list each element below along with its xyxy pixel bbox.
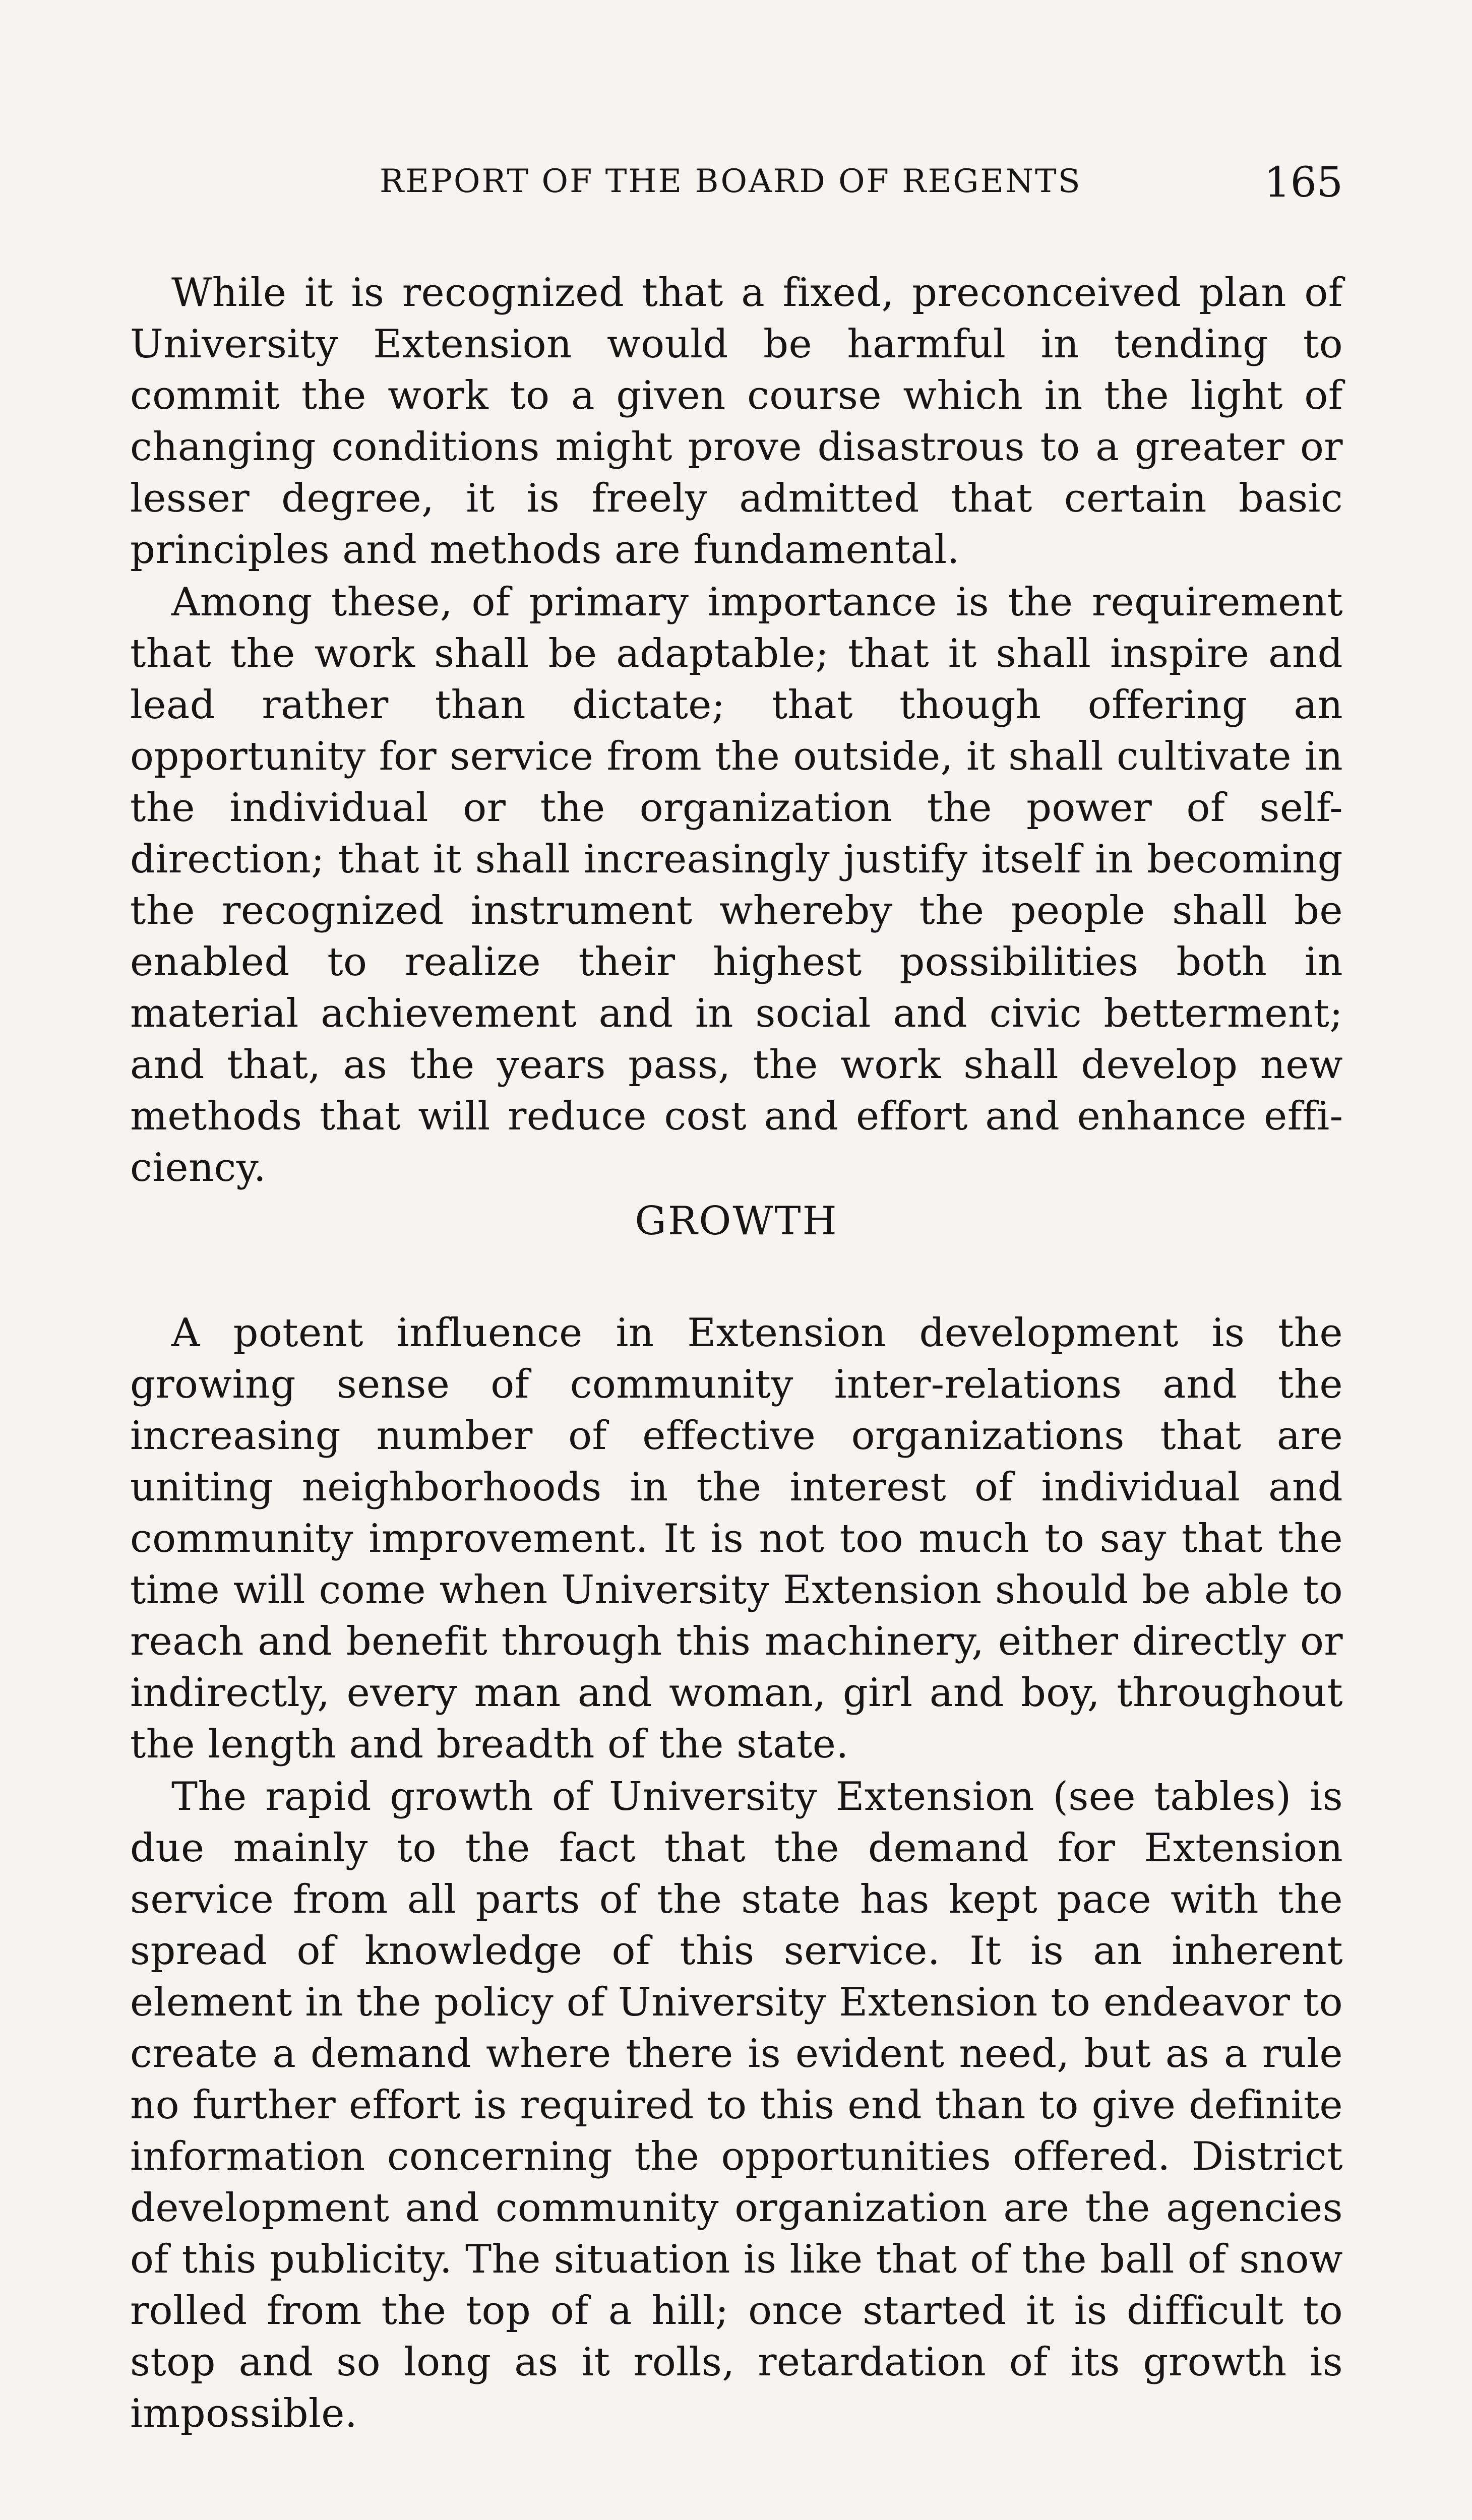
page-number: 165	[1264, 159, 1343, 207]
paragraph: Among these, of primary importance is the requirement that the work shall be adaptable; that it shall inspire and lead rather than dictate; that though offering an opportunity for service from the outside, it shall cultivate in the individual or the organization the power of self-direction; that it shall increasingly justify itself in becoming the recognized instrument whereby the people shall be enabled to realize their highest possibilities both in material achievement and in social and civic betterment; and that, as the years pass, the work shall develop new methods that will reduce cost and effort and enhance efficiency.	[130, 580, 1343, 1190]
intro-text-block	[130, 267, 1343, 1193]
paragraph: A potent influence in Extension development is the growing sense of community inter-relations and the increasing number of effective organizations that are uniting neighborhoods in the interest of individual and community improvement. It is not too much to say that the time will come when University Extension should be able to reach and benefit through this machinery, either directly or indirectly, every man and woman, girl and boy, throughout the length and breadth of the state.	[130, 1310, 1343, 1767]
growth-text-block	[130, 1307, 1343, 2439]
section-heading: GROWTH	[635, 1199, 838, 1244]
running-header	[130, 151, 1343, 212]
paragraph: The rapid growth of University Extension (see tables) is due mainly to the fact that the demand for Extension service from all parts of the state has kept pace with the spread of knowledge of this service. It is an inherent element in the policy of University Extension to endeavor to create a demand where there is evident need, but as a rule no further effort is required to this end than to give definite information concerning the opportunities offered. District development and community organization are the agencies of this publicity. The situation is like that of the ball of snow rolled from the top of a hill; once started it is difficult to stop and so long as it rolls, retardation of its growth is impossible.	[130, 1774, 1343, 2436]
paragraph: While it is recognized that a fixed, preconceived plan of University Extension would be harmful in tending to commit the work to a given course which in the light of changing conditions might prove disastrous to a greater or lesser degree, it is freely admitted that certain basic principles and methods are fundamental.	[130, 270, 1343, 573]
running-title: REPORT OF THE BOARD OF REGENTS	[380, 163, 1082, 200]
